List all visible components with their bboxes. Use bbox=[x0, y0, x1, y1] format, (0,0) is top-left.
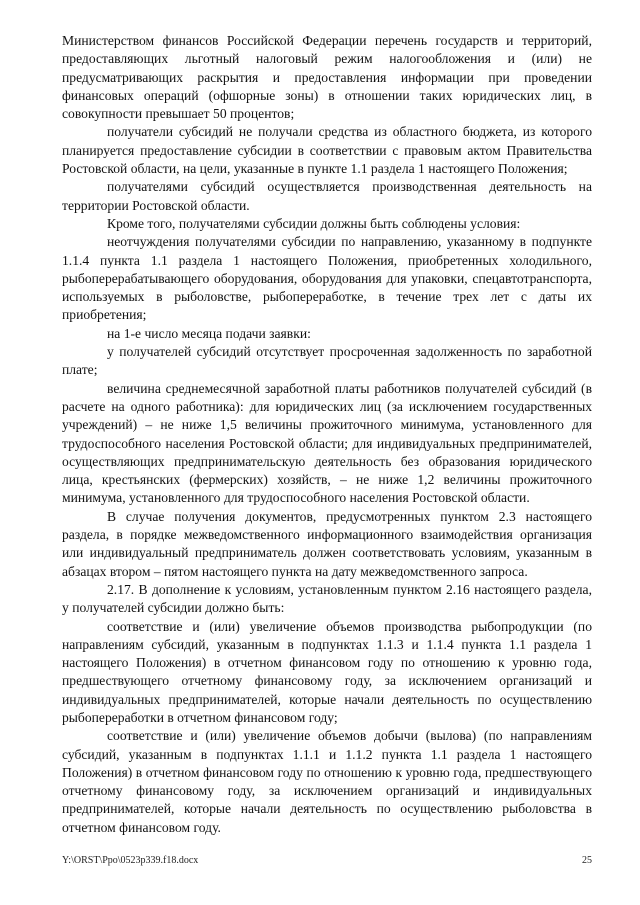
paragraph-continuation: Министерством финансов Российской Федерации перечень государств и территорий, предоставляющих льготный налоговый режим налогообложения и (или) не предусматривающих раскрытия и предоставления информации при проведении финансовых операций (офшорные зоны) в отношении таких юридических лиц, в совокупности превышает 50 процентов; bbox=[62, 33, 592, 122]
document-body bbox=[62, 32, 592, 837]
footer-file-path: Y:\ORST\Ppo\0523p339.f18.docx bbox=[62, 855, 199, 866]
paragraph: неотчуждения получателями субсидии по направлению, указанному в подпункте 1.1.4 пункта 1.1 раздела 1 настоящего Положения, приобретенных холодильного, рыбоперерабатывающего оборудования, оборудования для упаковки, спецавтотранспорта, используемых в рыболовстве, рыбопереработке, в течение трех лет с даты их приобретения; bbox=[62, 234, 592, 323]
paragraph: на 1-е число месяца подачи заявки: bbox=[107, 325, 311, 341]
page-number: 25 bbox=[582, 855, 592, 866]
paragraph: В случае получения документов, предусмотренных пунктом 2.3 настоящего раздела, в порядке межведомственного информационного взаимодействия организация или индивидуальный предприниматель должен соответствовать условиям, указанным в абзацах втором – пятом настоящего пункта на дату межведомственного запроса. bbox=[62, 508, 592, 579]
paragraph: соответствие и (или) увеличение объемов добычи (вылова) (по направлениям субсидий, указанным в подпунктах 1.1.1 и 1.1.2 пункта 1.1 раздела 1 настоящего Положения) в отчетном финансовом году по отношению к уровню года, предшествующего отчетному финансовому году, за исключением организаций и индивидуальных предпринимателей, которые начали деятельность по осуществлению рыболовства в отчетном финансовом году. bbox=[62, 728, 592, 835]
paragraph: величина среднемесячной заработной платы работников получателей субсидий (в расчете на одного работника): для юридических лиц (за исключением государственных учреждений) – не ниже 1,5 величины прожиточного минимума, установленного для трудоспособного населения Ростовской области; для индивидуальных предпринимателей, осуществляющих предпринимательскую деятельность без образования юридического лица, крестьянских (фермерских) хозяйств, – не ниже 1,2 величины прожиточного минимума, установленного для трудоспособного населения Ростовской области. bbox=[62, 380, 592, 506]
paragraph: получатели субсидий не получали средства из областного бюджета, из которого планируется предоставление субсидии в соответствии с правовым актом Правительства Ростовской области, на цели, указанные в пункте 1.1 раздела 1 настоящего Положения; bbox=[62, 124, 592, 177]
paragraph: соответствие и (или) увеличение объемов производства рыбопродукции (по направлениям субсидий, указанным в подпунктах 1.1.3 и 1.1.4 пункта 1.1 раздела 1 настоящего Положения) в отчетном финансовом году по отношению к уровню года, предшествующего отчетному финансовому году, за исключением организаций и индивидуальных предпринимателей, которые начали деятельность по осуществлению рыбопереработки в отчетном финансовом году; bbox=[62, 618, 592, 725]
paragraph: Кроме того, получателями субсидии должны быть соблюдены условия: bbox=[107, 215, 521, 231]
paragraph: у получателей субсидий отсутствует просроченная задолженность по заработной плате; bbox=[62, 344, 592, 378]
paragraph: получателями субсидий осуществляется производственная деятельность на территории Ростовской области. bbox=[62, 179, 592, 213]
paragraph-section-2-17: 2.17. В дополнение к условиям, установленным пунктом 2.16 настоящего раздела, у получателей субсидии должно быть: bbox=[62, 581, 592, 616]
